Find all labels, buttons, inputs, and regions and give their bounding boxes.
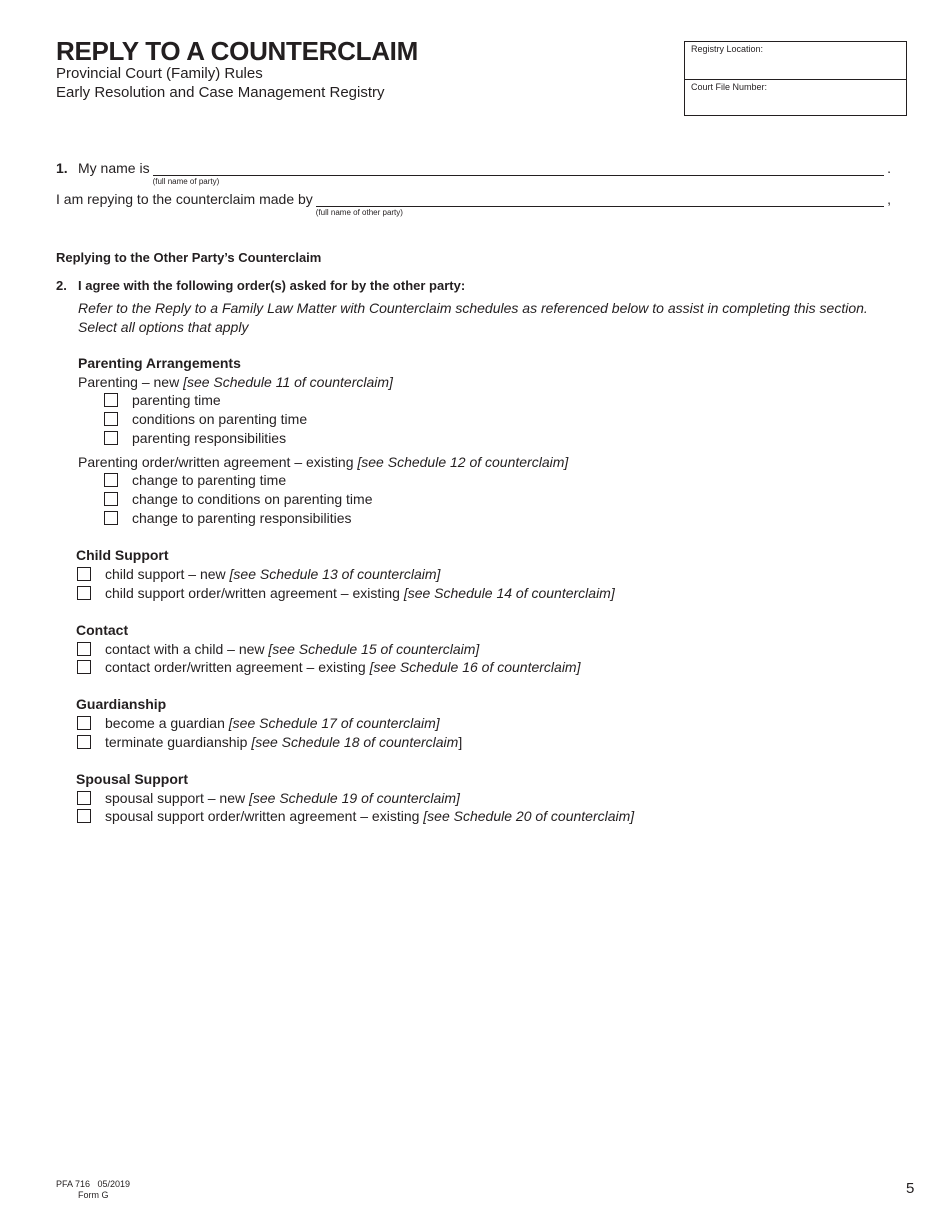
- checkbox[interactable]: [77, 716, 91, 730]
- option-label: change to parenting responsibilities: [132, 510, 352, 526]
- option-change-parenting-responsibilities[interactable]: [104, 509, 351, 527]
- party-name-label: My name is: [78, 160, 150, 176]
- option-parenting-responsibilities[interactable]: [104, 429, 286, 447]
- option-label: child support – new [see Schedule 13 of counterclaim]: [105, 566, 441, 582]
- counterclaim-party-label: I am repying to the counterclaim made by: [56, 191, 313, 207]
- option-contact-new[interactable]: [77, 640, 479, 658]
- question-2-number: 2.: [56, 278, 67, 293]
- option-child-support-existing[interactable]: [77, 584, 615, 602]
- parenting-existing-intro: [78, 454, 568, 470]
- form-title: REPLY TO A COUNTERCLAIM: [56, 36, 418, 66]
- option-contact-existing[interactable]: [77, 658, 580, 676]
- option-label: contact order/written agreement – existing [see Schedule 16 of counterclaim]: [105, 659, 581, 675]
- court-file-number-field[interactable]: [685, 79, 906, 116]
- option-become-guardian[interactable]: [77, 714, 440, 732]
- option-label: spousal support order/written agreement – existing [see Schedule 20 of counterclaim]: [105, 808, 635, 824]
- instruction-text: Refer to the Reply to a Family Law Matter with Counterclaim schedules as referenced below to assist in completing this section.: [78, 300, 868, 316]
- counterclaim-party-end: ,: [887, 191, 891, 207]
- option-label: terminate guardianship [see Schedule 18 of counterclaim]: [105, 734, 463, 750]
- counterclaim-party-hint: (full name of other party): [315, 208, 403, 217]
- checkbox[interactable]: [77, 735, 91, 749]
- parenting-existing-text: Parenting order/written agreement – existing: [78, 454, 358, 470]
- option-label: change to conditions on parenting time: [132, 491, 373, 507]
- court-file-number-label: Court File Number:: [691, 82, 768, 92]
- option-label: child support order/written agreement – existing [see Schedule 14 of counterclaim]: [105, 585, 615, 601]
- checkbox[interactable]: [77, 660, 91, 674]
- option-parenting-time[interactable]: [104, 391, 221, 409]
- checkbox[interactable]: [104, 393, 118, 407]
- option-label: become a guardian [see Schedule 17 of counterclaim]: [105, 715, 440, 731]
- option-label: conditions on parenting time: [132, 411, 308, 427]
- option-spousal-support-existing[interactable]: [77, 807, 634, 825]
- form-letter: Form G: [78, 1190, 109, 1200]
- party-name-end: .: [887, 160, 891, 176]
- parenting-new-intro: [78, 374, 393, 390]
- registry-location-value[interactable]: [691, 54, 900, 68]
- option-label: contact with a child – new [see Schedule 15 of counterclaim]: [105, 641, 480, 657]
- registry-location-label: Registry Location:: [691, 44, 764, 54]
- form-code: PFA 716 05/2019: [56, 1179, 131, 1189]
- parenting-new-text: Parenting – new: [78, 374, 184, 390]
- question-2: [56, 278, 465, 293]
- section-heading: Replying to the Other Party’s Counterclaim: [56, 250, 322, 265]
- option-conditions-on-parenting-time[interactable]: [104, 410, 307, 428]
- checkbox[interactable]: [104, 431, 118, 445]
- option-change-conditions-parenting-time[interactable]: [104, 490, 373, 508]
- option-terminate-guardianship[interactable]: [77, 733, 462, 751]
- party-name-hint: (full name of party): [152, 177, 220, 186]
- contact-heading: Contact: [76, 622, 129, 638]
- form-subtitle-rules: Provincial Court (Family) Rules: [56, 65, 263, 82]
- instruction-select-all: Select all options that apply: [78, 319, 249, 335]
- parenting-heading: Parenting Arrangements: [78, 355, 241, 371]
- form-subtitle-registry: Early Resolution and Case Management Registry: [56, 84, 385, 101]
- court-file-number-value[interactable]: [691, 92, 900, 106]
- option-spousal-support-new[interactable]: [77, 789, 460, 807]
- parenting-new-ref: [see Schedule 11 of counterclaim]: [183, 374, 393, 390]
- checkbox[interactable]: [77, 567, 91, 581]
- checkbox[interactable]: [104, 412, 118, 426]
- spousal-support-heading: Spousal Support: [76, 771, 188, 787]
- option-change-parenting-time[interactable]: [104, 471, 286, 489]
- question-2-text: I agree with the following order(s) asked for by the other party:: [78, 278, 466, 293]
- option-label: spousal support – new [see Schedule 19 of counterclaim]: [105, 790, 460, 806]
- child-support-heading: Child Support: [76, 547, 169, 563]
- registry-box: [684, 41, 907, 116]
- guardianship-heading: Guardianship: [76, 696, 167, 712]
- checkbox[interactable]: [77, 809, 91, 823]
- checkbox[interactable]: [77, 642, 91, 656]
- registry-location-field[interactable]: [685, 42, 906, 79]
- checkbox[interactable]: [104, 511, 118, 525]
- checkbox[interactable]: [77, 791, 91, 805]
- party-name-field[interactable]: [152, 160, 885, 186]
- option-child-support-new[interactable]: [77, 565, 440, 583]
- checkbox[interactable]: [104, 473, 118, 487]
- question-1-number: 1.: [56, 160, 68, 176]
- page-number: 5: [906, 1180, 915, 1197]
- parenting-existing-ref: [see Schedule 12 of counterclaim]: [357, 454, 569, 470]
- counterclaim-party-row: [56, 191, 891, 217]
- option-label: parenting responsibilities: [132, 430, 287, 446]
- checkbox[interactable]: [77, 586, 91, 600]
- option-label: parenting time: [132, 392, 221, 408]
- checkbox[interactable]: [104, 492, 118, 506]
- counterclaim-party-field[interactable]: [315, 191, 884, 217]
- option-label: change to parenting time: [132, 472, 287, 488]
- party-name-row: [56, 160, 891, 186]
